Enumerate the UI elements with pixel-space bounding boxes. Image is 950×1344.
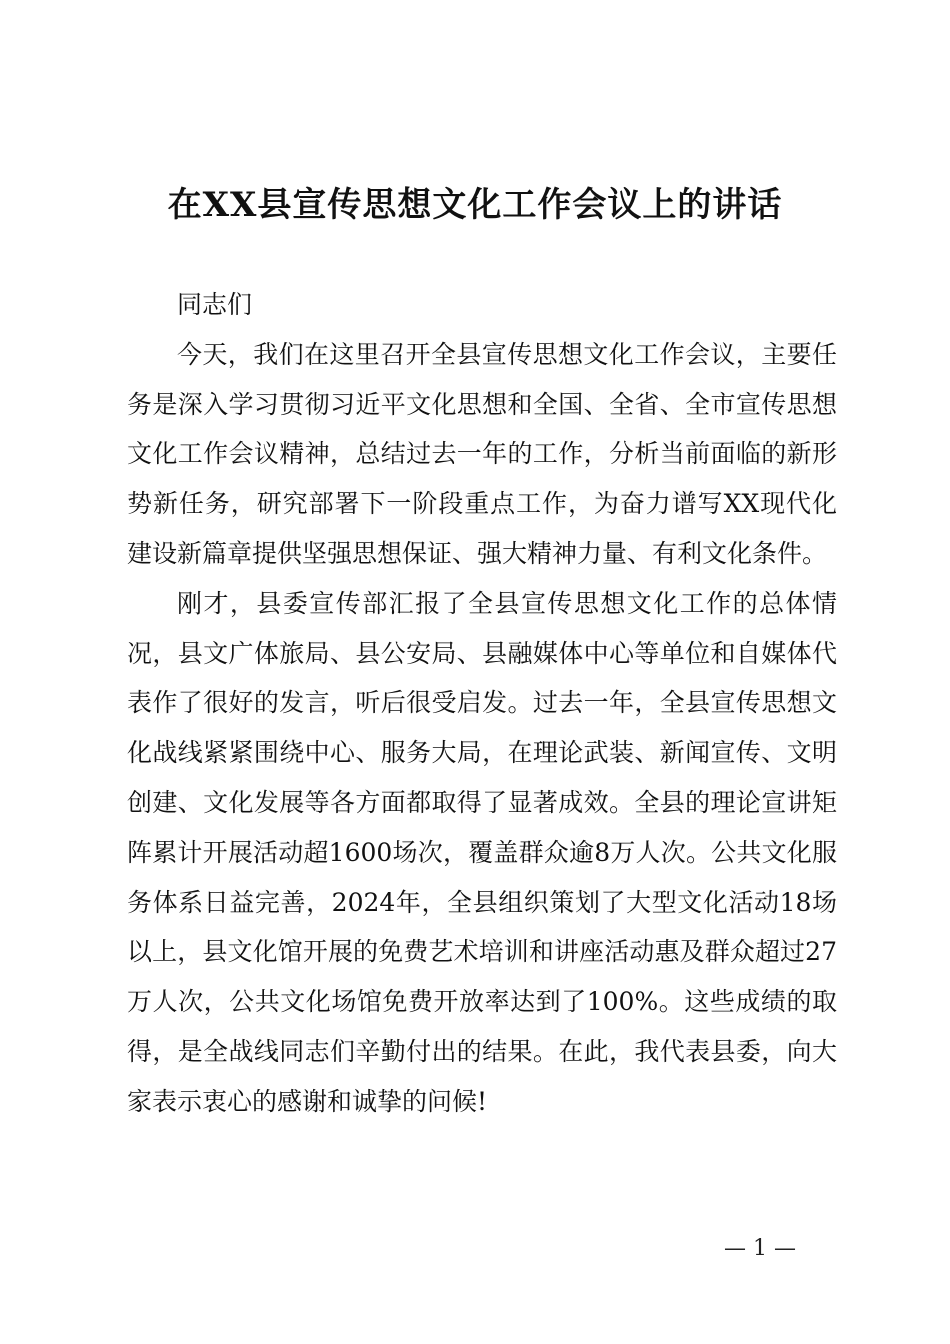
document-body (127, 280, 837, 1127)
document-title: 在XX县宣传思想文化工作会议上的讲话 (167, 185, 783, 225)
paragraph-opening: 今天，我们在这里召开全县宣传思想文化工作会议，主要任务是深入学习贯彻习近平文化思想和全国、全省、全市宣传思想文化工作会议精神，总结过去一年的工作，分析当前面临的新形势新任务，研究部署下一阶段重点工作，为奋力谱写XX现代化建设新篇章提供坚强思想保证、强大精神力量、有利文化条件。 (127, 339, 837, 568)
paragraph-achievements: 刚才，县委宣传部汇报了全县宣传思想文化工作的总体情况，县文广体旅局、县公安局、县融媒体中心等单位和自媒体代表作了很好的发言，听后很受启发。过去一年，全县宣传思想文化战线紧紧围绕中心、服务大局，在理论武装、新闻宣传、文明创建、文化发展等各方面都取得了显著成效。全县的理论宣讲矩阵累计开展活动超1600场次，覆盖群众逾8万人次。公共文化服务体系日益完善，2024年，全县组织策划了大型文化活动18场以上，县文化馆开展的免费艺术培训和讲座活动惠及群众超过27万人次，公共文化场馆免费开放率达到了100%。这些成绩的取得，是全战线同志们辛勤付出的结果。在此，我代表县委，向大家表示衷心的感谢和诚挚的问候! (127, 588, 837, 1116)
salutation: 同志们 (177, 290, 253, 319)
page-number: — 1 — (724, 1236, 796, 1261)
